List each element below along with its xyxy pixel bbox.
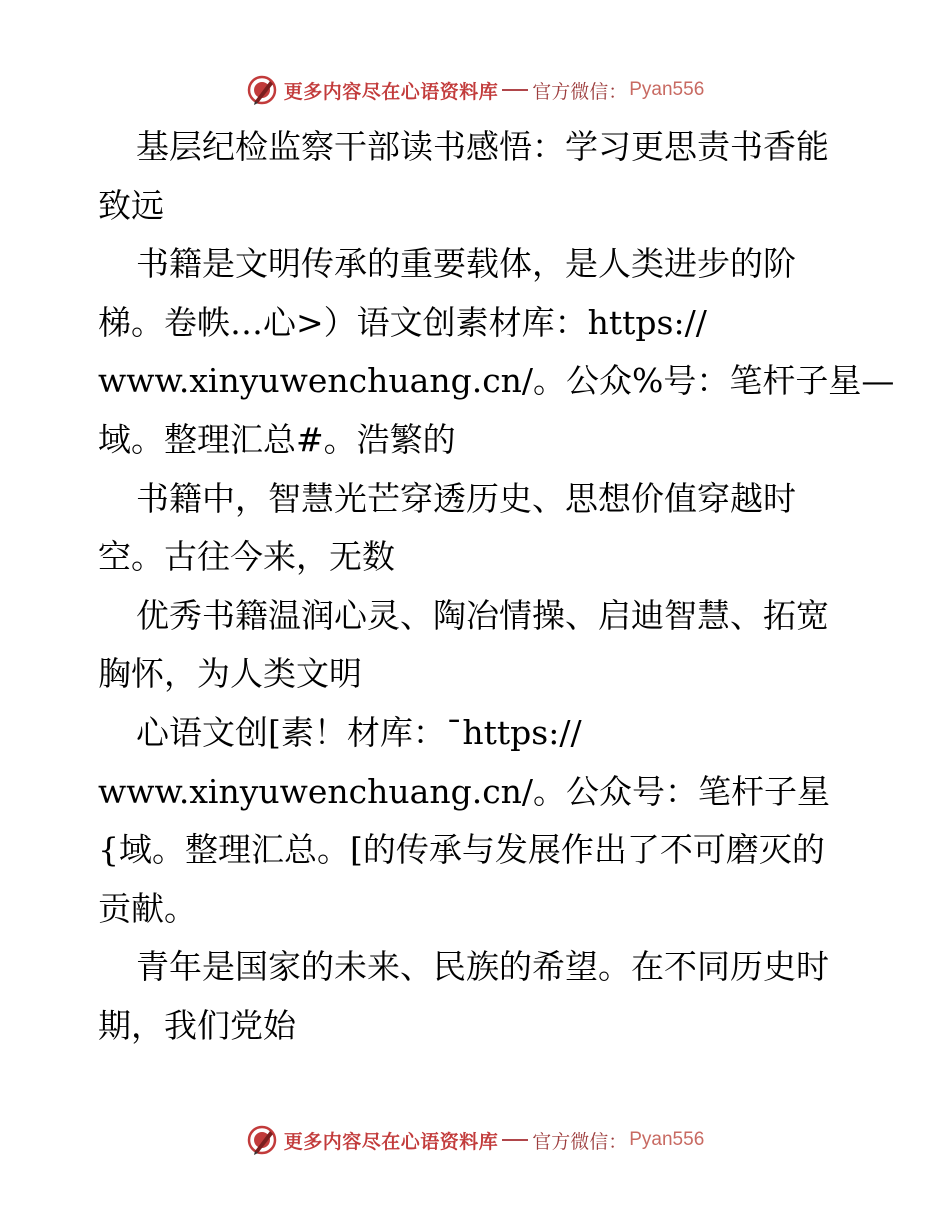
text-line: 期，我们党始 — [98, 1005, 296, 1045]
banner-label: 官方微信： — [532, 80, 628, 103]
text-line: 基层纪检监察干部读书感悟：学习更思责书香能 — [136, 127, 829, 166]
text-line: 青年是国家的未来、民族的希望。在不同历史时 — [136, 947, 829, 987]
text-line: 空。古往今来，无数 — [98, 537, 395, 577]
text-line: 书籍是文明传承的重要载体，是人类进步的阶 — [136, 244, 796, 284]
text-line: {域。整理汇总。[的传承与发展作出了不可磨灭的 — [98, 830, 825, 870]
banner-wechat-id: Pyan556 — [629, 1129, 705, 1150]
text-line: 书籍中，智慧光芒穿透历史、思想价值穿越时 — [136, 478, 796, 518]
text-line: 心语文创[素！材库：¯https:// — [136, 712, 582, 752]
text-line: 致远 — [98, 185, 164, 225]
text-line: 优秀书籍温润心灵、陶冶情操、启迪智慧、拓宽 — [136, 595, 829, 635]
banner-dash — [502, 1139, 528, 1141]
header-banner — [0, 70, 950, 110]
banner-dash — [502, 89, 528, 91]
text-line: 梯。卷帙…心>）语文创素材库：https:// — [98, 302, 707, 342]
banner-label: 官方微信： — [532, 1130, 628, 1153]
banner-brand-text: 更多内容尽在心语资料库 — [283, 80, 499, 103]
pen-logo-icon — [246, 1124, 278, 1156]
text-line: 贡献。 — [98, 888, 197, 928]
text-line: 胸怀，为人类文明 — [98, 654, 362, 694]
banner-brand-text: 更多内容尽在心语资料库 — [283, 1130, 499, 1153]
document-body — [98, 118, 895, 1056]
text-line: www.xinyuwenchuang.cn/。公众号：笔杆子星 — [98, 771, 831, 811]
pen-logo-icon — [246, 74, 278, 106]
text-line: 域。整理汇总#。浩繁的 — [98, 419, 456, 459]
text-line: www.xinyuwenchuang.cn/。公众%号：笔杆子星— — [98, 361, 895, 401]
banner-wechat-id: Pyan556 — [629, 79, 705, 100]
footer-banner — [0, 1120, 950, 1160]
